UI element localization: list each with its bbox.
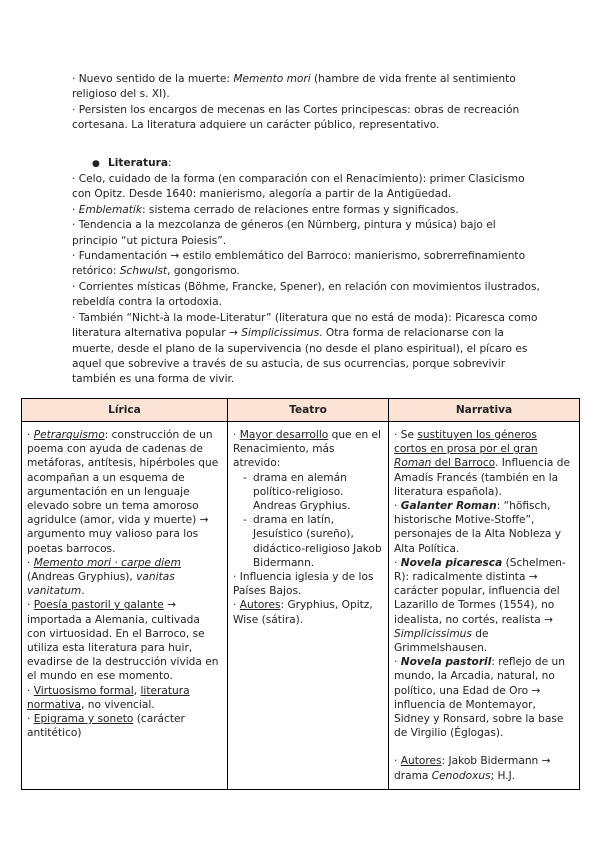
narrativa-autores: · Autores: Jakob Bidermann → drama Cenodoxus; H.J.	[394, 755, 551, 782]
narrativa-roman: · Se sustituyen los géneros cortos en prosa por el gran Roman del Barroco. Influencia de Amadís Francés (también en la literatura española).	[394, 429, 571, 498]
intro-text	[72, 72, 542, 388]
lirica-pastoril: · Poesía pastoril y galante → importada a Alemania, cultivada con virtuosidad. En el Barroco, se utiliza esta literatura para huir, evadirse de la destrucción vivida en el mundo en ese momento.	[27, 599, 219, 683]
literatura-list	[72, 172, 542, 388]
cell-teatro	[228, 422, 389, 790]
lirica-memento-mori: · Memento mori · carpe diem (Andreas Gryphius), vanitas vanitatum.	[27, 556, 181, 598]
narrativa-pastoril: · Novela pastoril: reflejo de un mundo, la Arcadia, natural, no político, una Edad de Oro → influencia de Montemayor, Sidney y Ronsard, sobre la base de Virgilio (Églogas).	[394, 656, 565, 740]
narrativa-picaresca: · Novela picaresca (Schelmen-R): radicalmente distinta → carácter popular, influencia del Lazarillo de Tormes (1554), no idealista, no cortés, realista → Simplicissimus de Grimmelshausen.	[394, 556, 566, 655]
teatro-autores: · Autores: Gryphius, Opitz, Wise (sátira).	[233, 599, 373, 626]
list-item: · Emblematik: sistema cerrado de relaciones entre formas y significados.	[72, 203, 459, 216]
header-teatro: Teatro	[228, 399, 389, 422]
header-lirica: Lírica	[22, 399, 228, 422]
lirica-virtuosismo: · Virtuosismo formal, literatura normativa, no vivencial.	[27, 684, 190, 711]
list-item: · También “Nicht-à la mode-Literatur” (literatura que no está de moda): Picaresca como literatura alternativa popular → Simplicissimus. Otra forma de relacionarse con la muerte, desde el plano de la supervivencia (no desde el plano espiritual), el pícaro es aquel que sobrevive a través de su astucia, de sus ocurrencias, porque sobrevivir también es una forma de vivir.	[72, 311, 538, 386]
cell-lirica	[22, 422, 228, 790]
narrativa-galanter: · Galanter Roman: “höfisch, historische Motive-Stoffe”, personajes de la Alta Nobleza y Alta Política.	[394, 500, 562, 555]
header-narrativa: Narrativa	[389, 399, 580, 422]
list-item: · Corrientes místicas (Böhme, Francke, Spener), en relación con movimientos ilustrados, rebeldía contra la ortodoxia.	[72, 280, 540, 309]
teatro-sub-item: - drama en latín, Jesuístico (sureño), didáctico-religioso Jakob Bidermann.	[243, 514, 382, 569]
list-item: · Fundamentación → estilo emblemático del Barroco: manierismo, sobrerrefinamiento retórico: Schwulst, gongorismo.	[72, 250, 526, 278]
cell-narrativa	[389, 422, 580, 790]
literatura-heading: ● Literatura:	[92, 156, 542, 172]
intro-line: · Persisten los encargos de mecenas en las Cortes principescas: obras de recreación cortesana. La literatura adquiere un carácter público, representativo.	[72, 103, 520, 132]
bullet-icon: ●	[92, 158, 100, 169]
lirica-petrarquismo: · Petrarquismo: construcción de un poema con ayuda de cadenas de metáforas, antítesis, hipérboles que acompañan a un esquema de argumentación en un lenguaje elevado sobre un tema amoroso agridulce (amor, vida y muerte) → argumento muy valioso para los poetas barrocos.	[27, 429, 219, 555]
teatro-influencia: · Influencia iglesia y de los Países Bajos.	[233, 571, 374, 598]
table-row	[22, 422, 580, 790]
genres-table	[21, 398, 580, 790]
table-header-row	[22, 399, 580, 422]
list-item: · Tendencia a la mezcolanza de géneros (en Nürnberg, pintura y música) bajo el principio “ut pictura Poiesis”.	[72, 219, 496, 247]
lirica-epigrama: · Epigrama y soneto (carácter antitético)	[27, 713, 185, 740]
teatro-sub-item: - drama en alemán político-religioso. Andreas Gryphius.	[243, 471, 351, 513]
list-item: · Celo, cuidado de la forma (en comparación con el Renacimiento): primer Clasicismo con Opitz. Desde 1640: manierismo, alegoría a partir de la Antigüedad.	[72, 173, 525, 201]
teatro-desarrollo: · Mayor desarrollo que en el Renacimiento, más atrevido:	[233, 429, 382, 470]
intro-line: · Nuevo sentido de la muerte: Memento mori (hambre de vida frente al sentimiento religioso del s. XI).	[72, 73, 516, 101]
